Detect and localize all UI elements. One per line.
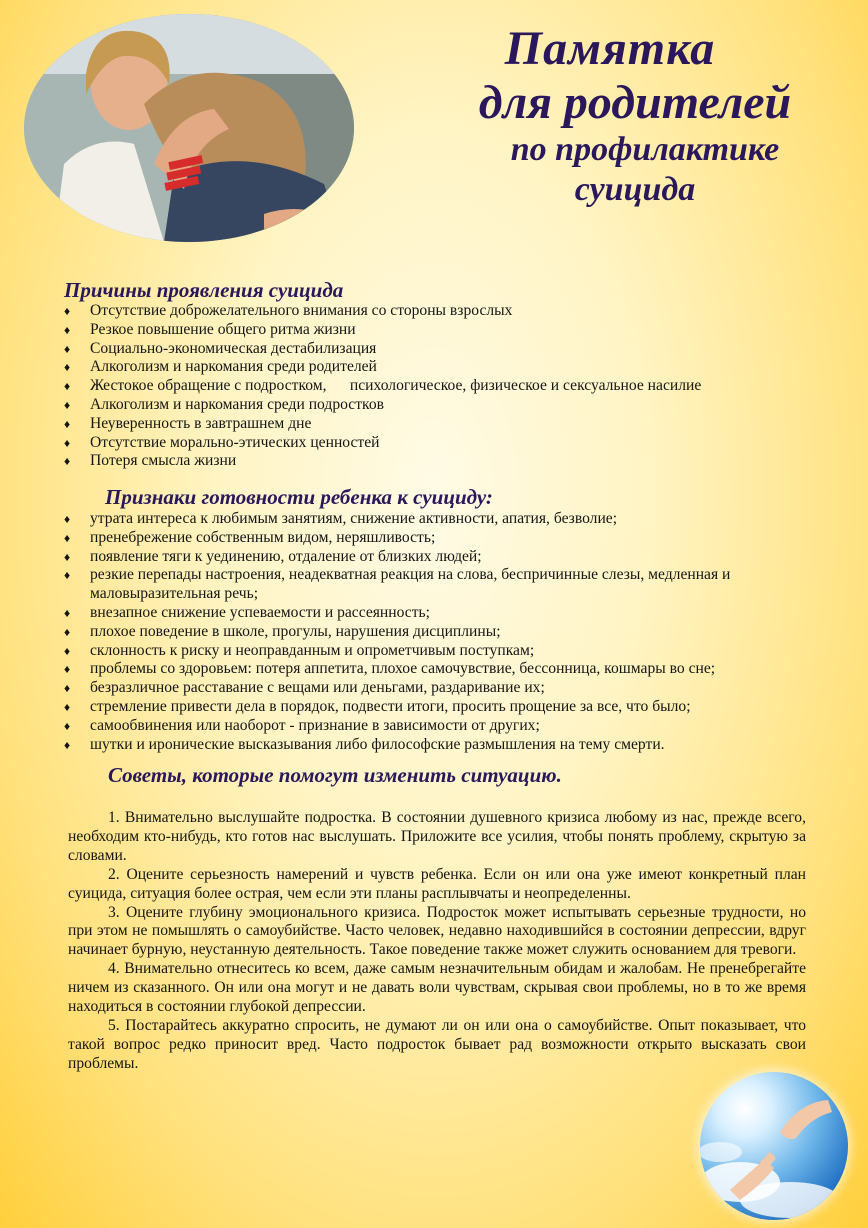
list-item: ♦ резкие перепады настроения, неадекватная реакция на слова, беспричинные слезы, медленная и маловыразительная речь; — [64, 566, 812, 604]
title-block — [380, 22, 850, 210]
causes-heading: Причины проявления суицида — [64, 278, 344, 302]
list-item: ♦ Алкоголизм и наркомания среди подростков — [64, 396, 824, 415]
list-item: ♦ стремление привести дела в порядок, подвести итоги, просить прощение за все, что было; — [64, 698, 812, 717]
helping-hands-globe — [700, 1072, 848, 1220]
title-line-2: для родителей — [478, 76, 792, 129]
signs-heading: Признаки готовности ребенка к суициду: — [105, 485, 493, 509]
advice-paragraph: 3. Оцените глубину эмоционального кризиса. Подросток может испытывать серьезные трудности, но при этом не помышлять о самоубийстве. Часто человек, недавно находившийся в состоянии депрессии, вдруг начинает бурную, неустанную деятельность. Такое поведение также может служить основанием для тревоги. — [68, 903, 806, 959]
list-item: ♦ Резкое повышение общего ритма жизни — [64, 321, 824, 340]
list-item: ♦ шутки и иронические высказывания либо философские размышления на тему смерти. — [64, 736, 812, 755]
list-item: ♦ безразличное расставание с вещами или деньгами, раздаривание их; — [64, 679, 812, 698]
list-item: ♦ склонность к риску и неоправданным и опрометчивым поступкам; — [64, 642, 812, 661]
advice-heading: Советы, которые помогут изменить ситуацию. — [108, 763, 562, 787]
list-item: ♦ Отсутствие морально-этических ценностей — [64, 434, 824, 453]
list-item: ♦ Алкоголизм и наркомания среди родителей — [64, 358, 824, 377]
list-item: ♦ Социально-экономическая дестабилизация — [64, 340, 824, 359]
advice-paragraph: 4. Внимательно отнеситесь ко всем, даже самым незначительным обидам и жалобам. Не пренебрегайте ничем из сказанного. Он или она могут и не давать воли чувствам, скрывая свои проблемы, но в то же время находиться в состоянии глубокой депрессии. — [68, 960, 806, 1016]
advice-paragraph: 1. Внимательно выслушайте подростка. В состоянии душевного кризиса любому из нас, прежде всего, необходим кто-нибудь, кто готов нас выслушать. Приложите все усилия, чтобы понять проблему, скрытую за словами. — [68, 809, 806, 864]
list-item: ♦ пренебрежение собственным видом, неряшливость; — [64, 529, 812, 548]
list-item: ♦ Потеря смысла жизни — [64, 452, 824, 471]
hug-photo — [24, 14, 354, 242]
list-item: ♦ Отсутствие доброжелательного внимания со стороны взрослых — [64, 302, 824, 321]
list-item: ♦ проблемы со здоровьем: потеря аппетита, плохое самочувствие, бессонница, кошмары во сне; — [64, 660, 812, 679]
advice-text — [68, 809, 806, 1074]
list-item: ♦ самообвинения или наоборот - признание в зависимости от других; — [64, 717, 812, 736]
causes-list — [64, 302, 824, 471]
advice-paragraph: 5. Постарайтесь аккуратно спросить, не думают ли он или она о самоубийстве. Опыт показывает, что такой вопрос редко приносит вред. Часто подросток бывает рад возможности открыто высказать свои проблемы. — [68, 1016, 806, 1072]
list-item: ♦ появление тяги к уединению, отдаление от близких людей; — [64, 548, 812, 567]
list-item: ♦ Неуверенность в завтрашнем дне — [64, 415, 824, 434]
list-item: ♦ Жестокое обращение с подростком, психологическое, физическое и сексуальное насилие — [64, 377, 824, 396]
list-item: ♦ утрата интереса к любимым занятиям, снижение активности, апатия, безволие; — [64, 510, 812, 529]
title-line-4: суицида — [574, 171, 696, 208]
advice-paragraph: 2. Оцените серьезность намерений и чувств ребенка. Если он или она уже имеют конкретный план суицида, ситуация более острая, чем если эти планы расплывчаты и неопределенны. — [68, 865, 806, 902]
list-item: ♦ плохое поведение в школе, прогулы, нарушения дисциплины; — [64, 623, 812, 642]
title-line-1: Памятка — [504, 22, 716, 75]
title-line-3: по профилактике — [510, 131, 780, 168]
signs-list — [64, 510, 812, 754]
list-item: ♦ внезапное снижение успеваемости и рассеянность; — [64, 604, 812, 623]
